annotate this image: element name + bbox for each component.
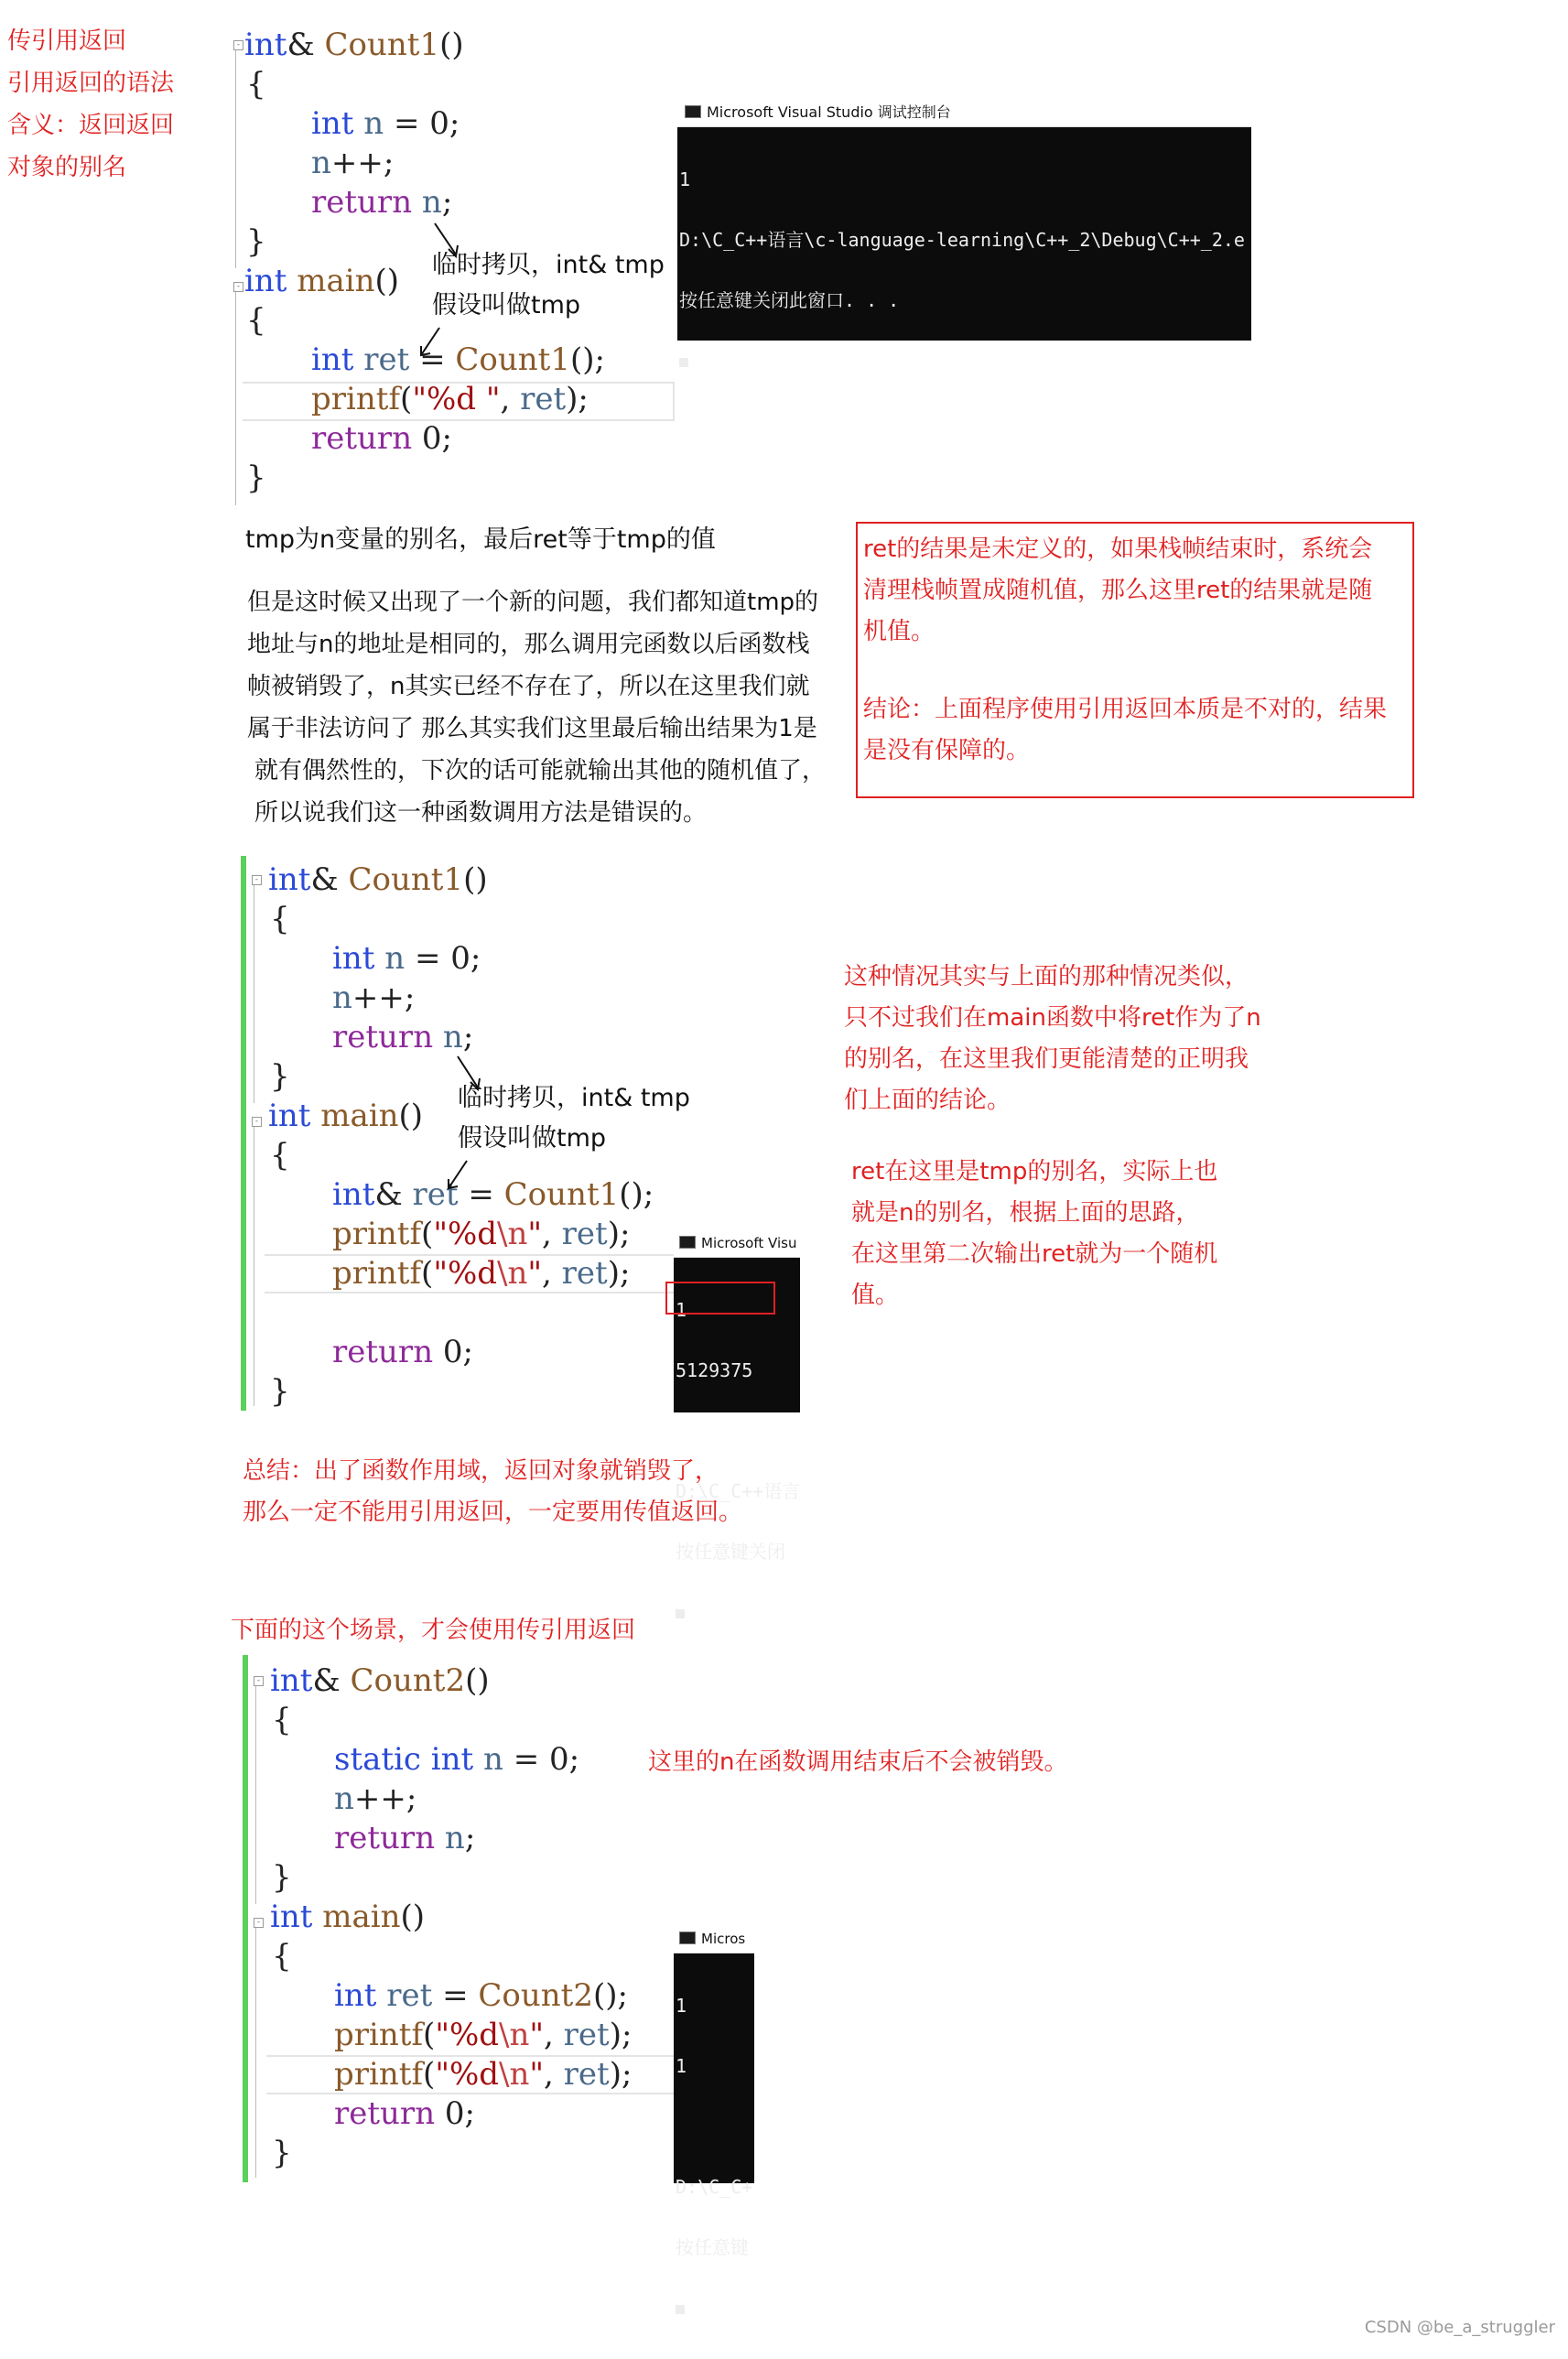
annotation-2: 临时拷贝，int& tmp 假设叫做tmp [458, 1084, 690, 1152]
note-similar: 这种情况其实与上面的那种情况类似， 只不过我们在main函数中将ret作为了n 的别名，在这里我们更能清楚的正明我 们上面的结论。 [844, 963, 1261, 1114]
console-window-1: Microsoft Visual Studio 调试控制台 1 D:\C_C++语言\c-language-learning\C++_2\Debug\C++_2.e 按任意键关闭此窗口. . . [677, 99, 1251, 341]
console-cursor [676, 1609, 685, 1618]
console-cursor [679, 358, 688, 367]
note-alias: ret在这里是tmp的别名，实际上也 就是n的别名，根据上面的思路， 在这里第二次输出ret就为一个随机 值。 [851, 1158, 1218, 1309]
console-cursor [676, 2305, 685, 2314]
conclusion-box: ret的结果是未定义的，如果栈帧结束时，系统会 清理栈帧置成随机值，那么这里ret的结果就是随 机值。 结论：上面程序使用引用返回本质是不对的，结果 是没有保障的。 [856, 522, 1414, 798]
green-bar [241, 856, 246, 1411]
static-note: 这里的n在函数调用结束后不会被销毁。 [648, 1748, 1068, 1776]
side-note-line: 对象的别名 [7, 154, 127, 181]
console-icon [679, 1236, 696, 1249]
summary: 总结：出了函数作用域，返回对象就销毁了， 那么一定不能用引用返回，一定要用传值返回。 [243, 1457, 743, 1526]
side-note-line: 传引用返回 [7, 27, 127, 55]
green-bar [243, 1655, 248, 2182]
console-icon [679, 1932, 696, 1944]
code-block-1: - - int& Count1() { int n = 0; n++; return n; } int main() { int ret = Count1(); printf("%d ", ret); return 0; } [233, 26, 673, 502]
explanation-paragraph: 但是这时候又出现了一个新的问题，我们都知道tmp的 地址与n的地址是相同的，那么调用完函数以后函数栈 帧被销毁了，n其实已经不存在了，所以在这里我们就 属于非法访问了 那么其实我们这里最后输出结果为1是 就有偶然性的，下次的话可能就输出其他的随机值了， 所以说我们这一种函数调用方法是错误的。 [247, 589, 827, 827]
tmp-alias-text: tmp为n变量的别名，最后ret等于tmp的值 [245, 525, 716, 554]
console-window-3: Micros 1 1 D:\C_C+ 按任意键 [674, 1925, 754, 2183]
code-block-3: - - int& Count2() { static int n = 0; n++; return n; } int main() { int ret = Count2(); printf("%d\n", ret); printf("%d\n", ret); return 0; } [254, 1661, 675, 2183]
annotation-1: 临时拷贝，int& tmp 假设叫做tmp [432, 251, 665, 319]
side-note [7, 20, 174, 189]
watermark: CSDN @be_a_struggler [1364, 2318, 1555, 2337]
console-window-2: Microsoft Visu 1 5129375 D:\C_C++语言 按任意键关闭 [674, 1229, 800, 1412]
code-block-2: - - int& Count1() { int n = 0; n++; return n; } int main() { int& ret = Count1(); printf("%d\n", ret); printf("%d\n", ret); return 0; } [252, 860, 673, 1410]
scene-title: 下面的这个场景，才会使用传引用返回 [231, 1617, 636, 1644]
highlight-box [665, 1282, 775, 1315]
side-note-line: 引用返回的语法 [7, 70, 175, 97]
side-note-line: 含义：返回返回 [7, 112, 175, 139]
console-icon [685, 105, 701, 118]
